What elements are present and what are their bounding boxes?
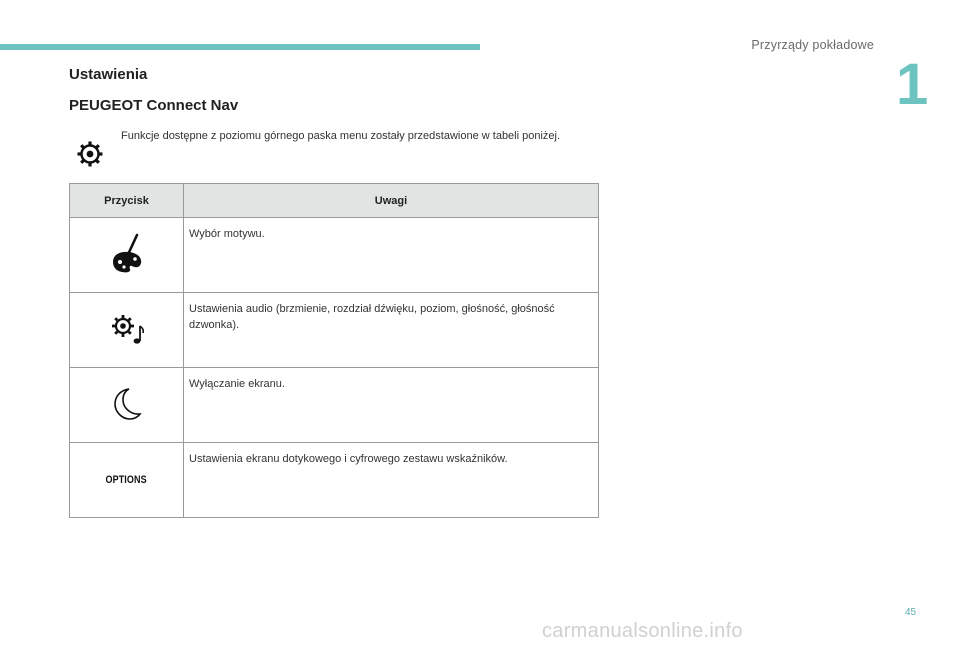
button-cell [70, 293, 184, 368]
table-header-row [70, 184, 599, 218]
column-header-notes: Uwagi [184, 184, 599, 218]
moon-icon [112, 386, 142, 422]
options-button-label: OPTIONS [105, 474, 148, 486]
note-cell: Wyłączanie ekranu. [184, 368, 599, 443]
intro-text: Funkcje dostępne z poziomu górnego paska menu zostały przedstawione w tabeli poniżej. [121, 130, 561, 142]
top-accent-bar [0, 44, 480, 50]
button-cell [70, 218, 184, 293]
page-heading: Ustawienia [69, 66, 148, 83]
table-row [70, 218, 599, 293]
table-row [70, 368, 599, 443]
note-cell: Wybór motywu. [184, 218, 599, 293]
section-label: Przyrządy pokładowe [751, 38, 874, 52]
watermark: carmanualsonline.info [542, 620, 743, 642]
button-cell [70, 368, 184, 443]
table-row [70, 293, 599, 368]
button-cell [70, 443, 184, 518]
note-cell: Ustawienia audio (brzmienie, rozdział dźwięku, poziom, głośność, głośność dzwonka). [184, 293, 599, 368]
settings-gear-icon [76, 140, 104, 168]
page-subheading: PEUGEOT Connect Nav [69, 97, 239, 114]
column-header-button: Przycisk [70, 184, 184, 218]
settings-table [69, 183, 599, 518]
palette-icon [110, 232, 144, 276]
audio-settings-icon [110, 312, 144, 346]
chapter-number: 1 [896, 52, 929, 117]
page-number: 45 [905, 607, 917, 618]
note-cell: Ustawienia ekranu dotykowego i cyfrowego zestawu wskaźników. [184, 443, 599, 518]
table-row [70, 443, 599, 518]
